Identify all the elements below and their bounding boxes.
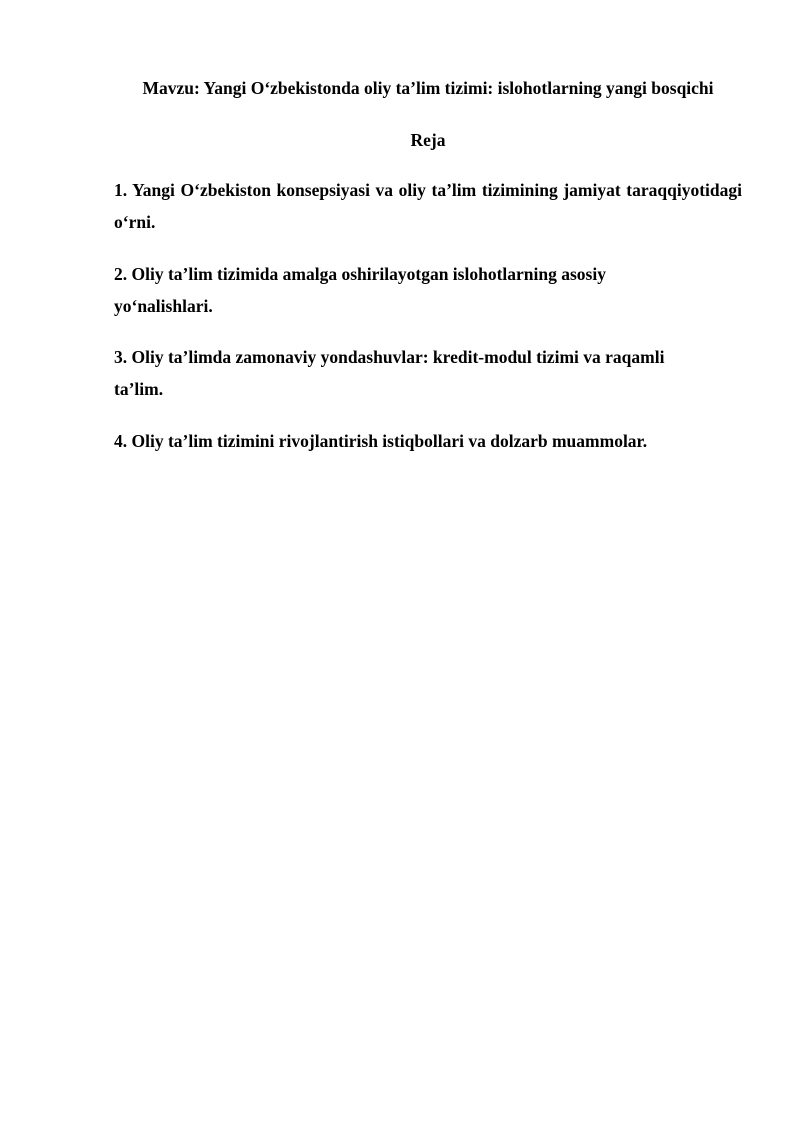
plan-item-3: 3. Oliy ta’limda zamonaviy yondashuvlar: kredit-modul tizimi va raqamli ta’lim.: [114, 347, 665, 399]
plan-item-2: 2. Oliy ta’lim tizimida amalga oshirilayotgan islohotlarning asosiy yo‘nalishlari.: [114, 264, 606, 316]
plan-item-4: 4. Oliy ta’lim tizimini rivojlantirish istiqbollari va dolzarb muammolar.: [114, 431, 648, 451]
document-title: Mavzu: Yangi O‘zbekistonda oliy ta’lim tizimi: islohotlarning yangi bosqichi: [142, 78, 714, 98]
plan-item-1: 1. Yangi O‘zbekiston konsepsiyasi va oliy ta’lim tizimining jamiyat taraqqiyotidagi o‘rni.: [114, 180, 742, 232]
plan-heading: Reja: [410, 130, 446, 150]
